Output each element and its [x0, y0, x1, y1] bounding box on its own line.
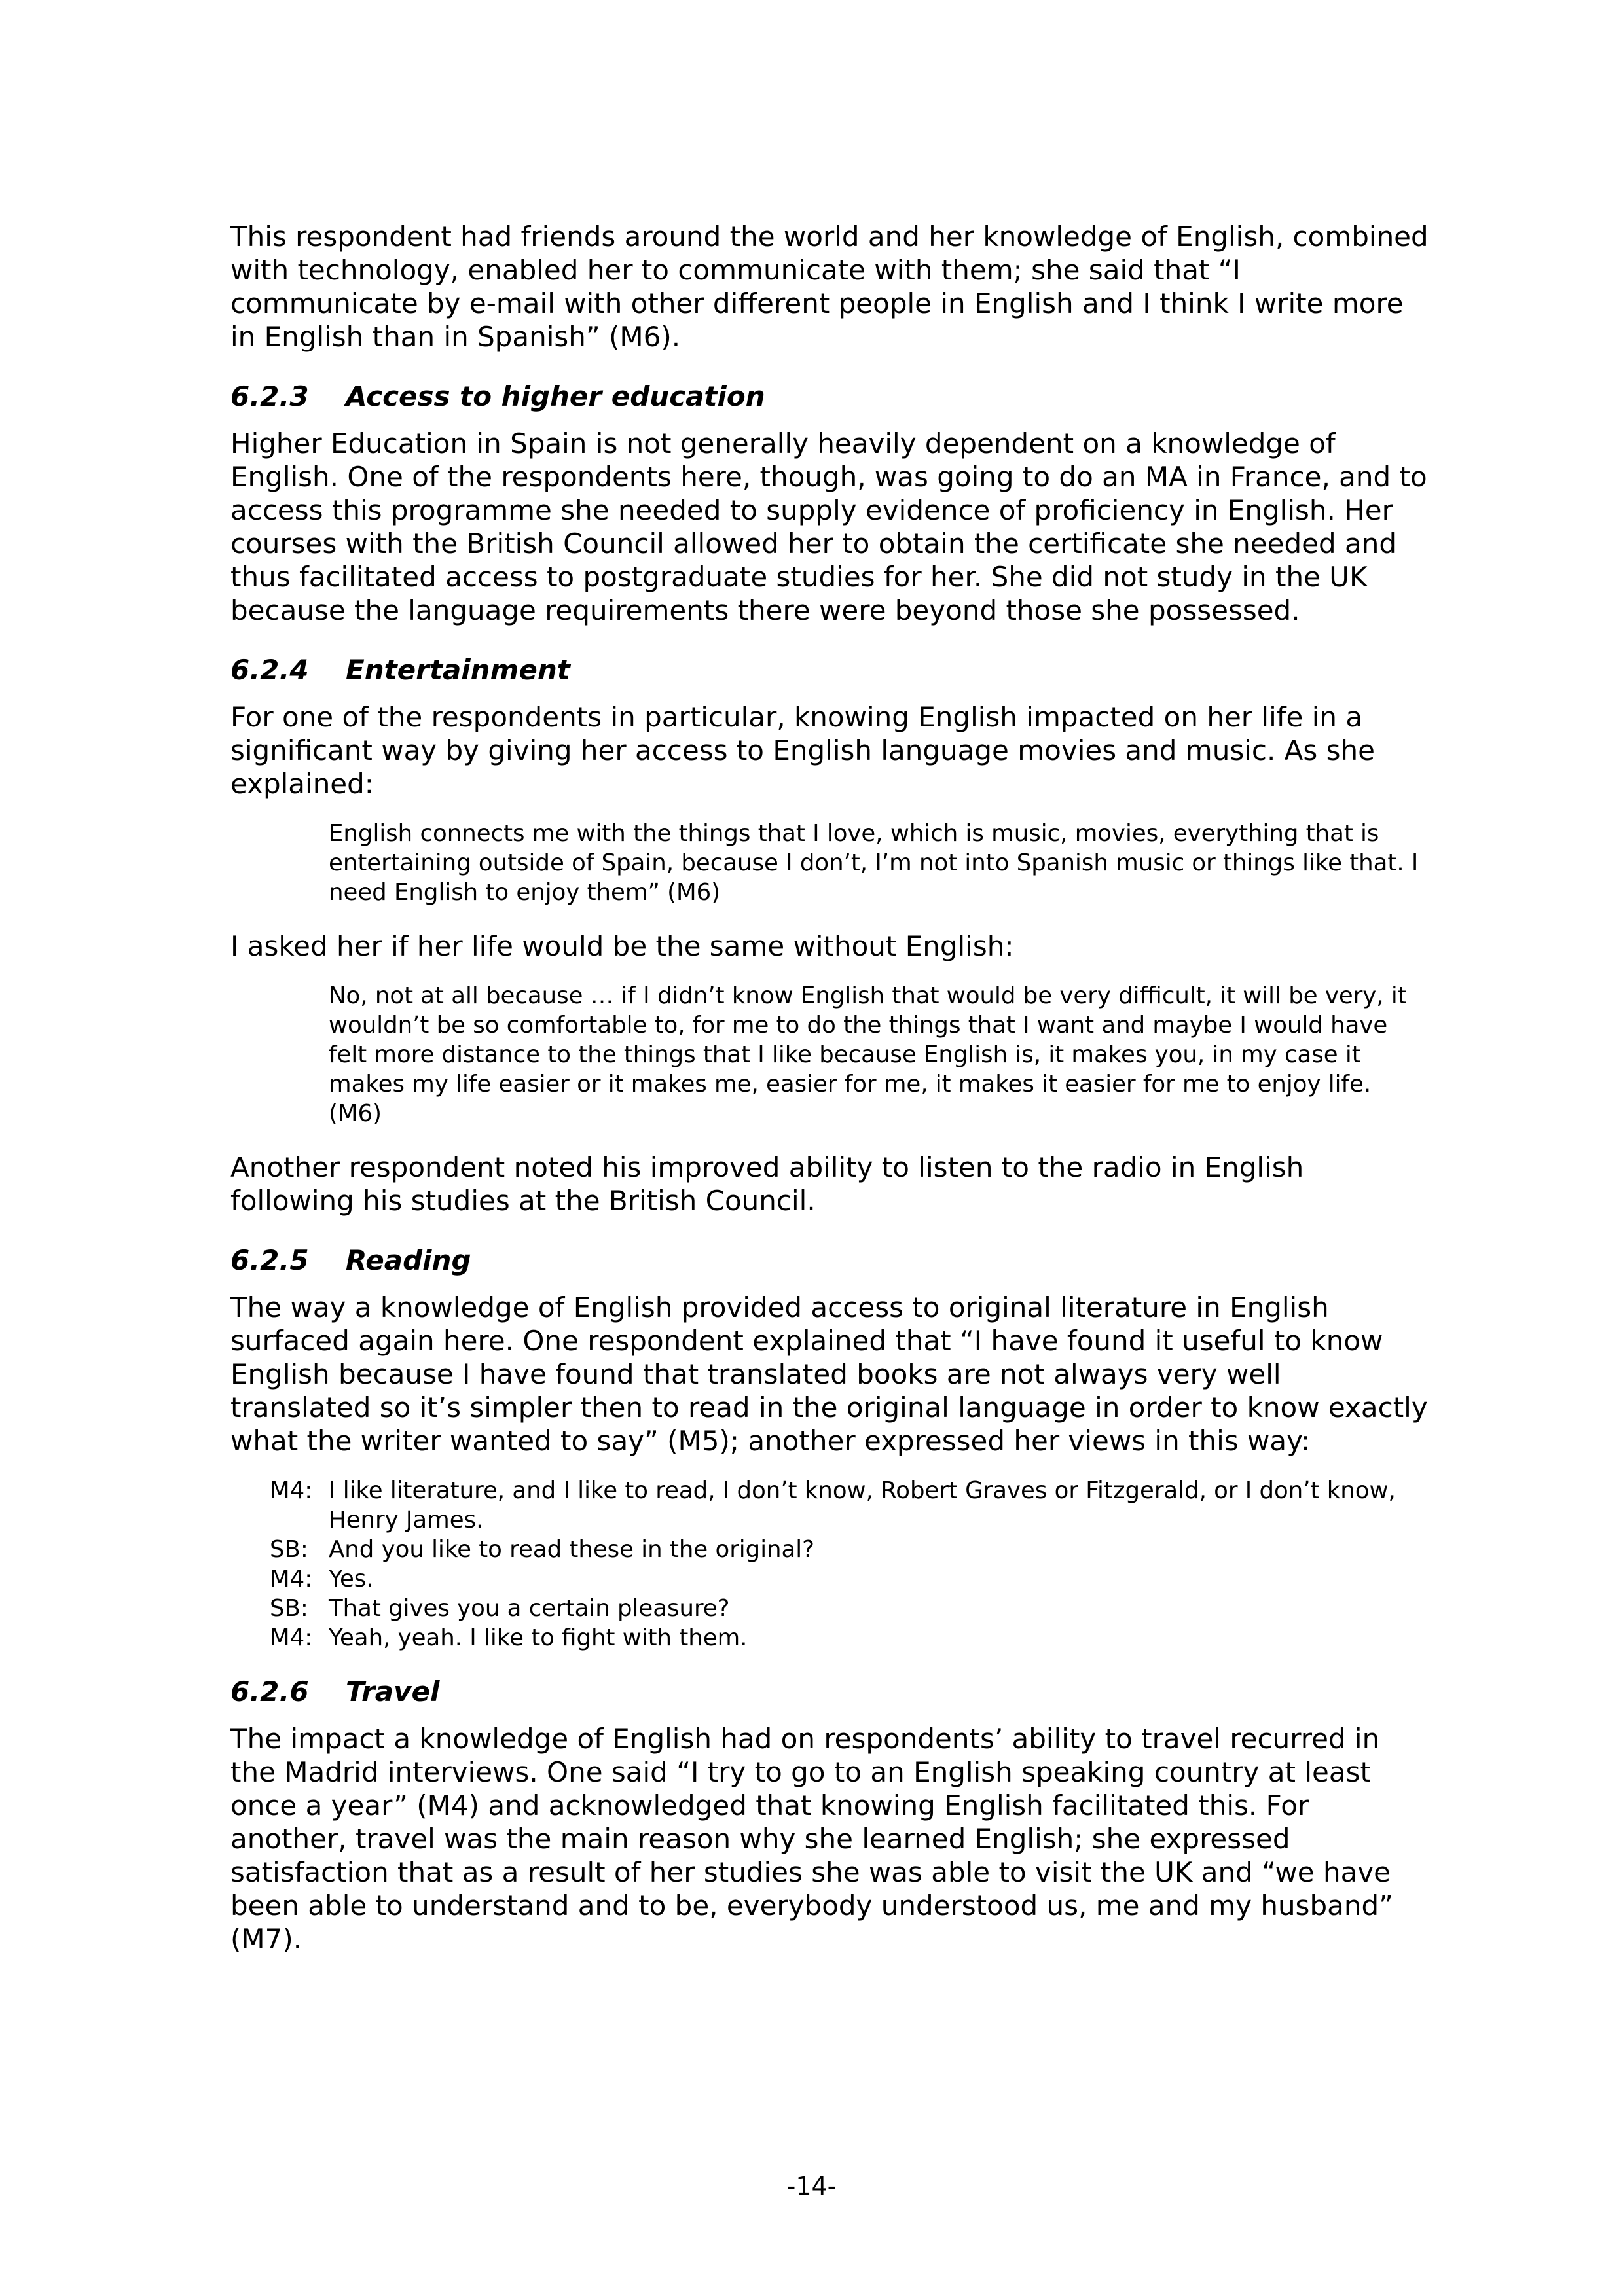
- dialogue-line: [270, 1564, 1429, 1594]
- heading-title: Travel: [346, 1676, 440, 1708]
- dialogue-speaker: SB:: [270, 1595, 308, 1622]
- dialogue-line: [270, 1594, 1429, 1623]
- paragraph-travel: The impact a knowledge of English had on respondents’ ability to travel recurred in the Madrid interviews. One said “I try to go to an English speaking country at least once a year” (M4) and acknowledged that knowing English facilitated this. For another, travel was the main reason why she learned English; she expressed satisfaction that as a result of her studies she was able to visit the UK and “we have been able to understand and to be, everybody understood us, me and my husband” (M7).: [230, 1723, 1393, 1955]
- dialogue-text: Yes.: [329, 1566, 374, 1592]
- interview-dialogue: [270, 1476, 1429, 1653]
- dialogue-text: I like literature, and I like to read, I don’t know, Robert Graves or Fitzgerald, or I don’t know, Henry James.: [329, 1477, 1396, 1534]
- heading-reading: [230, 1244, 1429, 1277]
- dialogue-line: [270, 1623, 1429, 1653]
- heading-travel: [230, 1675, 1429, 1708]
- dialogue-text: Yeah, yeah. I like to fight with them.: [329, 1624, 748, 1651]
- heading-title: Entertainment: [346, 654, 570, 686]
- heading-title: Reading: [346, 1244, 471, 1276]
- document-body: [230, 220, 1429, 1982]
- dialogue-speaker: SB:: [270, 1536, 308, 1563]
- block-quote-2: No, not at all because … if I didn’t know English that would be very difficult, it will be very, it wouldn’t be so comfortable to, for me to do the things that I want and maybe I would have felt more distance to the things that I like because English is, it makes you, in my case it makes my life easier or it makes me, easier for me, it makes it easier for me to enjoy life. (M6): [329, 982, 1407, 1127]
- dialogue-speaker: M4:: [270, 1477, 313, 1504]
- block-quote-1: English connects me with the things that I love, which is music, movies, everything that is entertaining outside of Spain, because I don’t, I’m not into Spanish music or things like that. I need English to enjoy them” (M6): [329, 820, 1419, 906]
- paragraph-entertainment-2: I asked her if her life would be the same without English:: [230, 930, 1014, 962]
- dialogue-speaker: M4:: [270, 1624, 313, 1651]
- heading-access-higher-education: [230, 380, 1429, 413]
- paragraph-higher-education: Higher Education in Spain is not generally heavily dependent on a knowledge of English. One of the respondents here, though, was going to do an MA in France, and to access this programme she needed to supply evidence of proficiency in English. Her courses with the British Council allowed her to obtain the certificate she needed and thus facilitated access to postgraduate studies for her. She did not study in the UK because the language requirements there were beyond those she possessed.: [230, 427, 1427, 626]
- dialogue-text: That gives you a certain pleasure?: [329, 1595, 730, 1622]
- dialogue-line: [270, 1476, 1429, 1535]
- page-number: -14-: [786, 2172, 837, 2200]
- heading-title: Access to higher education: [346, 380, 765, 412]
- dialogue-line: [270, 1535, 1429, 1564]
- heading-number: 6.2.3: [230, 380, 309, 412]
- paragraph-reading: The way a knowledge of English provided access to original literature in English surfaced again here. One respondent explained that “I have found it useful to know English because I have found that translated books are not always very well translated so it’s simpler then to read in the original language in order to know exactly what the writer wanted to say” (M5); another expressed her views in this way:: [230, 1291, 1428, 1457]
- heading-number: 6.2.6: [230, 1676, 309, 1708]
- heading-entertainment: [230, 653, 1429, 687]
- paragraph-entertainment-3: Another respondent noted his improved ability to listen to the radio in English following his studies at the British Council.: [230, 1151, 1304, 1217]
- paragraph-entertainment-1: For one of the respondents in particular, knowing English impacted on her life in a significant way by giving her access to English language movies and music. As she explained:: [230, 701, 1375, 800]
- dialogue-text: And you like to read these in the original?: [329, 1536, 815, 1563]
- heading-number: 6.2.4: [230, 654, 309, 686]
- paragraph-intro: This respondent had friends around the world and her knowledge of English, combined with technology, enabled her to communicate with them; she said that “I communicate by e-mail with other different people in English and I think I write more in English than in Spanish” (M6).: [230, 221, 1429, 353]
- heading-number: 6.2.5: [230, 1244, 309, 1276]
- dialogue-speaker: M4:: [270, 1566, 313, 1592]
